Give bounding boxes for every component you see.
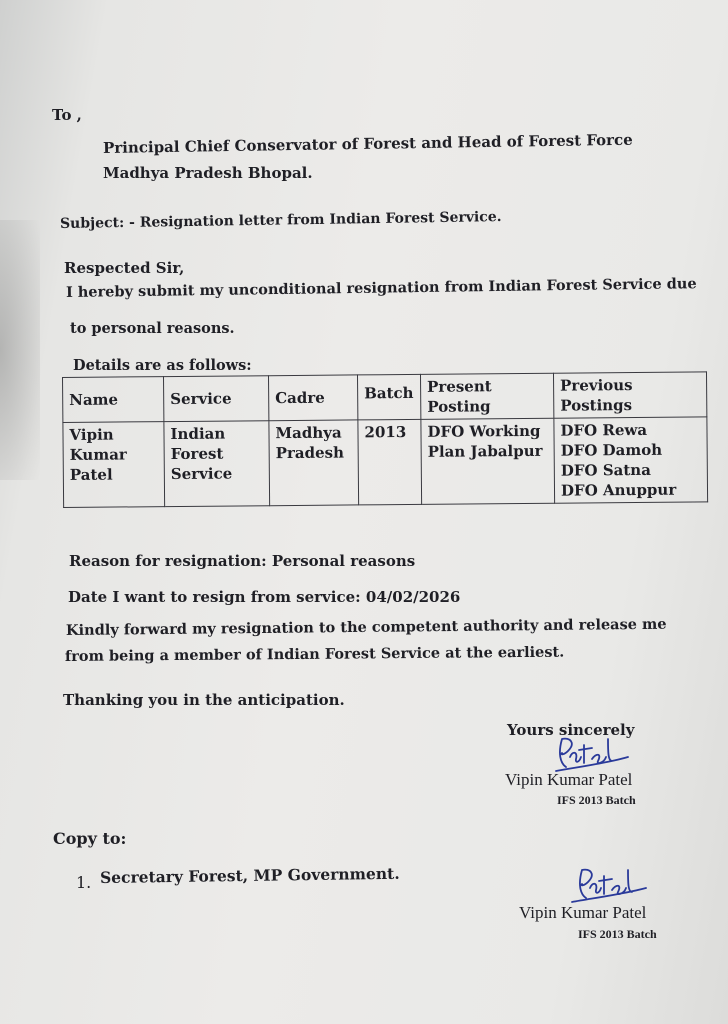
header-cadre: Cadre: [268, 375, 357, 421]
second-signature-graphic: [566, 862, 656, 906]
recipient-line-1: Principal Chief Conservator of Forest and Head of Forest Force: [102, 130, 633, 157]
header-previous-postings: Previous Postings: [553, 372, 706, 418]
signature-graphic: [548, 733, 638, 775]
closing-line: Yours sincerely: [507, 721, 635, 739]
copy-item-text: Secretary Forest, MP Government.: [99, 863, 400, 887]
copy-to-label: Copy to:: [53, 829, 127, 848]
signatory-batch: IFS 2013 Batch: [557, 793, 636, 807]
header-batch: Batch: [357, 374, 420, 420]
request-line-2: from being a member of Indian Forest Service at the earliest.: [64, 643, 565, 665]
to-label: To ,: [52, 106, 82, 124]
cell-batch: 2013: [358, 419, 422, 505]
signatory-name: Vipin Kumar Patel: [505, 770, 633, 789]
page-shadow: [0, 220, 40, 480]
details-intro: Details are as follows:: [73, 357, 252, 374]
second-signatory-batch: IFS 2013 Batch: [578, 927, 657, 941]
body-line-1: I hereby submit my unconditional resignation from Indian Forest Service due: [65, 275, 697, 301]
recipient-line-2: Madhya Pradesh Bhopal.: [103, 164, 313, 182]
cell-name: Vipin Kumar Patel: [63, 422, 165, 508]
body-line-2: to personal reasons.: [70, 320, 235, 337]
cell-cadre: Madhya Pradesh: [269, 420, 359, 506]
header-present-posting: Present Posting: [420, 373, 553, 419]
reason-line: Reason for resignation: Personal reasons: [69, 552, 416, 570]
date-line: Date I want to resign from service: 04/02/2026: [68, 588, 461, 606]
cell-present-posting: DFO Working Plan Jabalpur: [421, 418, 555, 504]
thanks-line: Thanking you in the anticipation.: [63, 691, 345, 709]
second-signatory-name: Vipin Kumar Patel: [519, 903, 647, 922]
cell-previous-postings: DFO Rewa DFO Damoh DFO Satna DFO Anuppur: [554, 417, 708, 503]
salutation: Respected Sir,: [64, 259, 185, 277]
table-header-row: [63, 372, 707, 423]
details-table: [62, 371, 708, 508]
table-row: [63, 417, 708, 508]
header-name: Name: [63, 377, 164, 423]
request-line-1: Kindly forward my resignation to the competent authority and release me: [65, 615, 667, 639]
copy-item-number: 1.: [76, 873, 92, 892]
header-service: Service: [164, 376, 269, 422]
subject-line: Subject: - Resignation letter from Indian Forest Service.: [59, 209, 502, 232]
cell-service: Indian Forest Service: [164, 421, 270, 507]
